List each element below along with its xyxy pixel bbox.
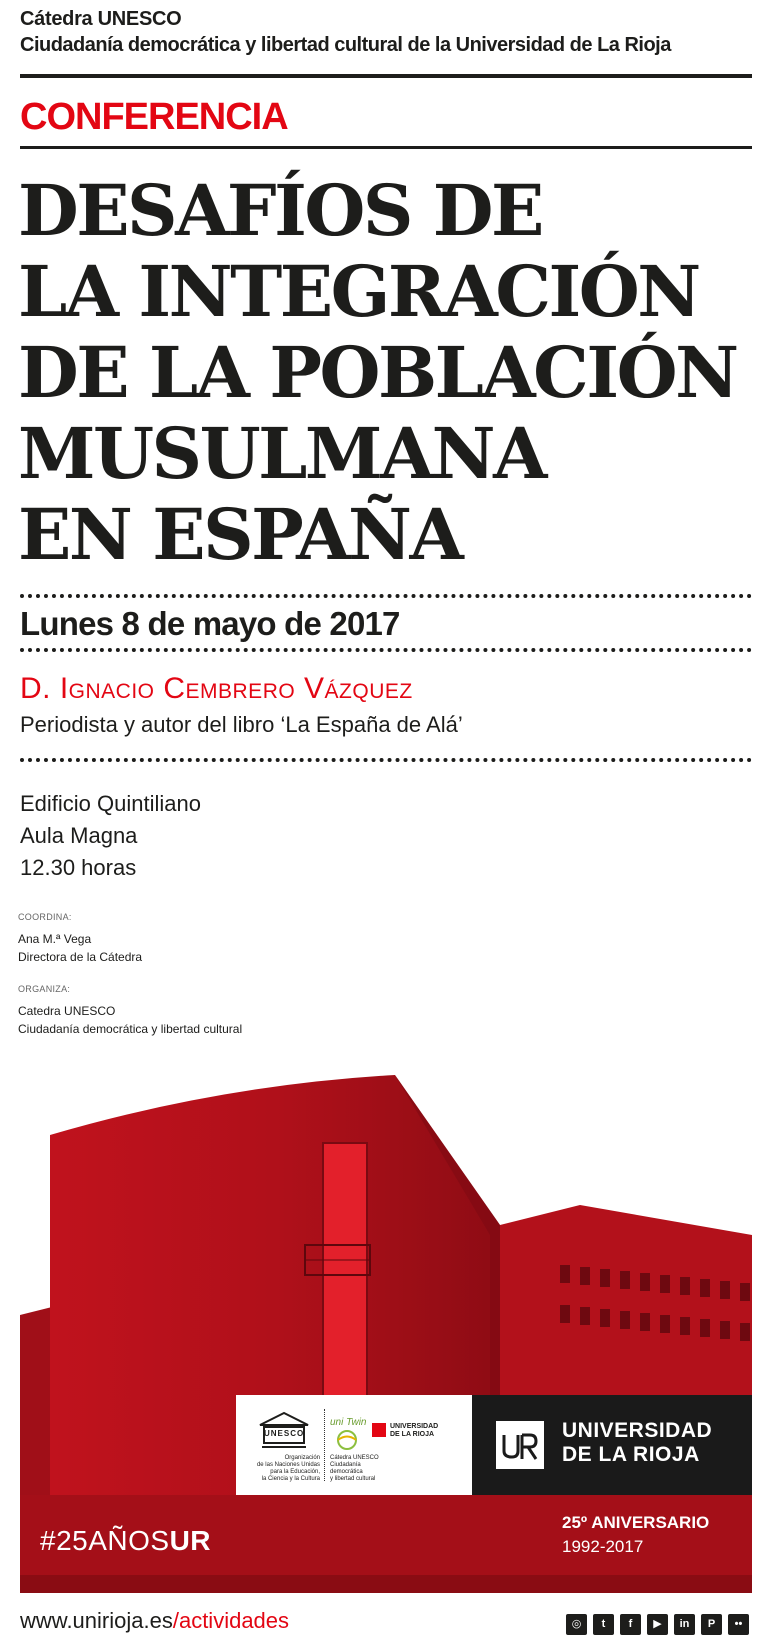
flickr-icon[interactable]: ••	[728, 1614, 749, 1635]
header-title: Cátedra UNESCO	[20, 8, 182, 30]
caption-line: y libertad cultural	[330, 1476, 376, 1482]
hashtag-bold: UR	[169, 1525, 212, 1556]
dotted-divider	[20, 648, 752, 652]
ur-logo-icon	[496, 1421, 544, 1469]
event-type: CONFERENCIA	[20, 96, 288, 138]
room: Aula Magna	[20, 823, 138, 848]
event-title	[18, 170, 738, 575]
speaker-role: Periodista y autor del libro ‘La España de Alá’	[20, 712, 463, 737]
event-date: Lunes 8 de mayo de 2017	[20, 605, 400, 642]
ur-small-name	[390, 1423, 438, 1439]
website-link[interactable]	[20, 1608, 289, 1634]
caption-line: Ciudadanía	[330, 1462, 361, 1468]
ur-small-mark-icon	[372, 1423, 386, 1437]
coordina-label: COORDINA:	[18, 912, 72, 922]
title-line: DE LA POBLACIÓN	[18, 331, 737, 414]
caption-line: la Ciencia y la Cultura	[261, 1476, 320, 1482]
twitter-icon[interactable]: t	[593, 1614, 614, 1635]
caption-line: democrática	[330, 1469, 363, 1475]
ur-small-line: UNIVERSIDAD	[390, 1423, 439, 1430]
facebook-icon[interactable]: f	[620, 1614, 641, 1635]
header-subtitle: Ciudadanía democrática y libertad cultural de la Universidad de La Rioja	[20, 34, 671, 56]
university-name	[562, 1419, 712, 1467]
ur-name-line: UNIVERSIDAD	[562, 1419, 713, 1442]
anniversary-title: 25º ANIVERSARIO	[562, 1513, 710, 1532]
unesco-word: UNESCO	[264, 1429, 305, 1438]
unesco-caption	[248, 1455, 320, 1483]
caption-line: Cátedra UNESCO	[330, 1455, 379, 1461]
ur-name-line: DE LA RIOJA	[562, 1443, 700, 1466]
anniversary-years: 1992-2017	[562, 1537, 644, 1556]
caption-line: Organización	[284, 1455, 320, 1461]
logo-divider	[324, 1409, 326, 1481]
pinterest-icon[interactable]: P	[701, 1614, 722, 1635]
partner-logos-panel	[236, 1395, 472, 1495]
building: Edificio Quintiliano	[20, 791, 201, 816]
dotted-divider	[20, 758, 752, 762]
title-line: DESAFÍOS DE	[18, 169, 542, 252]
organiza-label: ORGANIZA:	[18, 984, 71, 994]
organiza-line2: Ciudadanía democrática y libertad cultural	[18, 1022, 243, 1036]
hashtag	[40, 1525, 211, 1557]
top-rule	[20, 74, 752, 78]
caption-line: de las Naciones Unidas	[256, 1462, 320, 1468]
time: 12.30 horas	[20, 855, 137, 880]
youtube-icon[interactable]: ▶	[647, 1614, 668, 1635]
instagram-icon[interactable]: ◎	[566, 1614, 587, 1635]
url-path: /actividades	[172, 1608, 290, 1633]
title-line: MUSULMANA	[18, 412, 545, 495]
caption-line: para la Educación,	[270, 1469, 320, 1475]
url-base: www.unirioja.es	[20, 1608, 173, 1633]
unitwin-caption	[330, 1455, 379, 1483]
event-location	[20, 788, 201, 884]
linkedin-icon[interactable]: in	[674, 1614, 695, 1635]
dotted-divider	[20, 594, 752, 598]
hashtag-prefix: #25AÑOS	[40, 1525, 170, 1556]
speaker-name: D. Ignacio Cembrero Vázquez	[20, 672, 413, 705]
title-rule	[20, 146, 752, 149]
unitwin-logo: uni Twin	[330, 1417, 367, 1428]
ur-small-line: DE LA RIOJA	[390, 1431, 435, 1438]
title-line: EN ESPAÑA	[18, 493, 462, 576]
organiza-line1: Catedra UNESCO	[18, 1004, 116, 1018]
unitwin-globe-icon	[336, 1429, 358, 1451]
organiza-block	[18, 1002, 242, 1038]
coordina-role: Directora de la Cátedra	[18, 950, 143, 964]
coordina-name: Ana M.ª Vega	[18, 932, 92, 946]
university-logo-panel	[472, 1395, 752, 1495]
coordina-block	[18, 930, 142, 966]
title-line: LA INTEGRACIÓN	[18, 250, 699, 333]
